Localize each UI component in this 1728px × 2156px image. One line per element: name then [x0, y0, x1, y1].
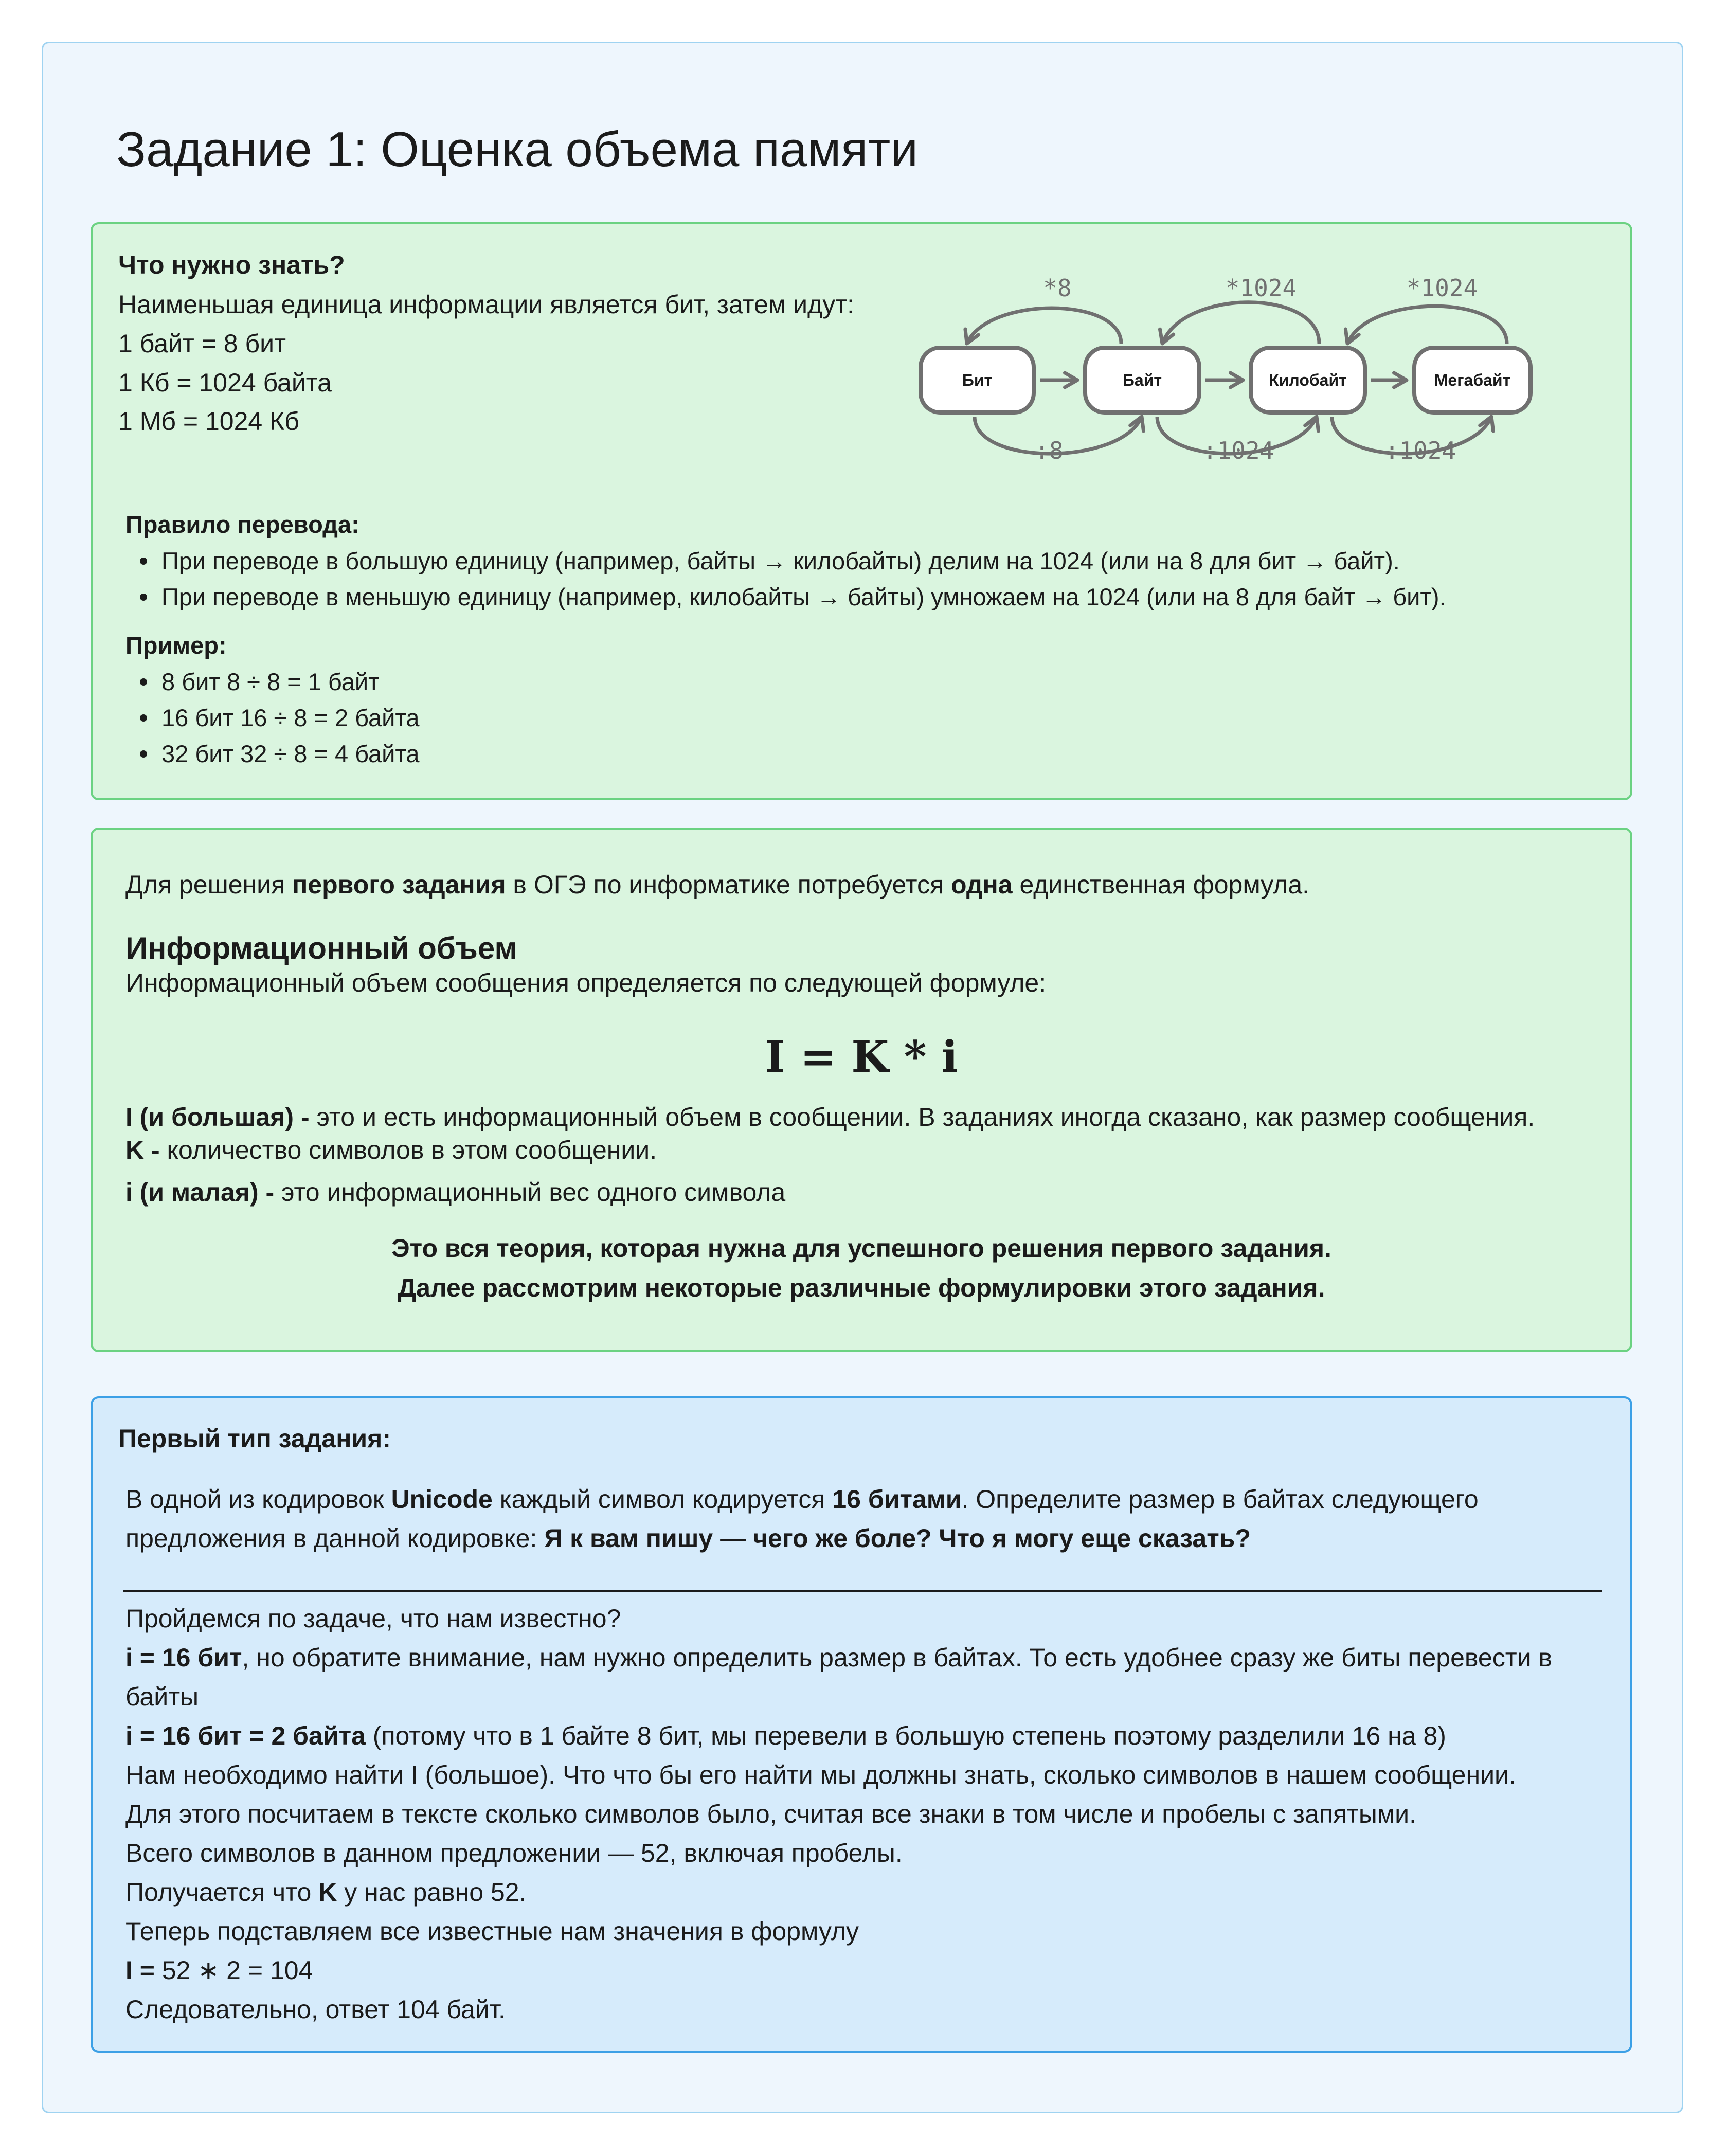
knowledge-heading: Что нужно знать?	[118, 250, 345, 279]
solution-line: Получается что K у нас равно 52.	[125, 1878, 527, 1907]
examples-list	[125, 664, 420, 772]
unit-label: Байт	[1122, 371, 1162, 389]
task-statement-line: В одной из кодировок Unicode каждый символ кодируется 16 битами. Определите размер в байтах следующего	[125, 1485, 1479, 1514]
unit-conversion-diagram	[915, 255, 1569, 471]
list-item: 8 бит 8 ÷ 8 = 1 байт	[125, 664, 420, 700]
list-item: 16 бит 16 ÷ 8 = 2 байта	[125, 700, 420, 736]
unit-label: Мегабайт	[1434, 371, 1511, 389]
list-item: 32 бит 32 ÷ 8 = 4 байта	[125, 736, 420, 772]
definition-K: K - количество символов в этом сообщении.	[125, 1136, 657, 1164]
list-item: При переводе в большую единицу (например, байты → килобайты) делим на 1024 (или на 8 для бит → байт).	[125, 543, 1446, 579]
solution-line: Пройдемся по задаче, что нам известно?	[125, 1604, 621, 1633]
unit-label: Килобайт	[1269, 371, 1347, 389]
multiply-label: *8	[1043, 274, 1072, 302]
curved-arrow-icon	[1162, 302, 1319, 344]
solution-line: i = 16 бит, но обратите внимание, нам нужно определить размер в байтах. То есть удобнее сразу же биты перевести в	[125, 1643, 1553, 1672]
solution-line: Теперь подставляем все известные нам значения в формулу	[125, 1917, 859, 1946]
unit-line: 1 Кб = 1024 байта	[118, 368, 332, 397]
example-heading: Пример:	[125, 632, 227, 659]
unit-label: Бит	[962, 371, 993, 389]
units-intro: Наименьшая единица информации является бит, затем идут:	[118, 290, 854, 319]
solution-line: I = 52 ∗ 2 = 104	[125, 1956, 313, 1985]
task-statement-line: предложения в данной кодировке: Я к вам пишу — чего же боле? Что я могу еще сказать?	[125, 1524, 1251, 1553]
section-heading: Информационный объем	[125, 931, 517, 965]
curved-arrow-icon	[1347, 306, 1507, 344]
answer-line: Следовательно, ответ 104 байт.	[125, 1995, 506, 2024]
definition-I: I (и большая) - это и есть информационный объем в сообщении. В заданиях иногда сказано, как размер сообщения.	[125, 1103, 1535, 1131]
task-type-card	[91, 1396, 1632, 2053]
curved-arrow-icon	[967, 308, 1121, 344]
divide-label: :1024	[1202, 437, 1274, 464]
rules-list	[125, 543, 1446, 615]
formula-card	[91, 828, 1632, 1352]
rule-heading: Правило перевода:	[125, 511, 359, 538]
list-item: При переводе в меньшую единицу (например, килобайты → байты) умножаем на 1024 (или на 8 для байт → бит).	[125, 579, 1446, 615]
solution-line: i = 16 бит = 2 байта (потому что в 1 байте 8 бит, мы перевели в большую степень поэтому разделили 16 на 8)	[125, 1721, 1446, 1750]
formula-subtitle: Информационный объем сообщения определяется по следующей формуле:	[125, 968, 1047, 997]
formula-intro: Для решения первого задания в ОГЭ по информатике потребуется одна единственная формула.	[125, 870, 1310, 899]
task-type-heading: Первый тип задания:	[118, 1424, 391, 1453]
page-title: Задание 1: Оценка объема памяти	[116, 122, 918, 177]
divide-label: :1024	[1384, 437, 1456, 464]
solution-line: байты	[125, 1682, 199, 1711]
knowledge-card	[91, 222, 1632, 800]
conclusion-line: Далее рассмотрим некоторые различные формулировки этого задания.	[398, 1273, 1325, 1302]
solution-line: Всего символов в данном предложении — 52, включая пробелы.	[125, 1839, 903, 1867]
multiply-label: *1024	[1225, 274, 1297, 302]
solution-line: Для этого посчитаем в тексте сколько символов было, считая все знаки в том числе и пробелы с запятыми.	[125, 1800, 1416, 1828]
unit-line: 1 Мб = 1024 Кб	[118, 407, 299, 436]
definition-i: i (и малая) - это информационный вес одного символа	[125, 1178, 786, 1207]
unit-line: 1 байт = 8 бит	[118, 329, 286, 358]
divide-label: :8	[1035, 437, 1064, 464]
conclusion-line: Это вся теория, которая нужна для успешного решения первого задания.	[391, 1234, 1331, 1263]
formula: I = K * i	[765, 1031, 958, 1082]
divider	[123, 1590, 1602, 1592]
multiply-label: *1024	[1406, 274, 1478, 302]
solution-line: Нам необходимо найти I (большое). Что что бы его найти мы должны знать, сколько символов в нашем сообщении.	[125, 1760, 1516, 1789]
